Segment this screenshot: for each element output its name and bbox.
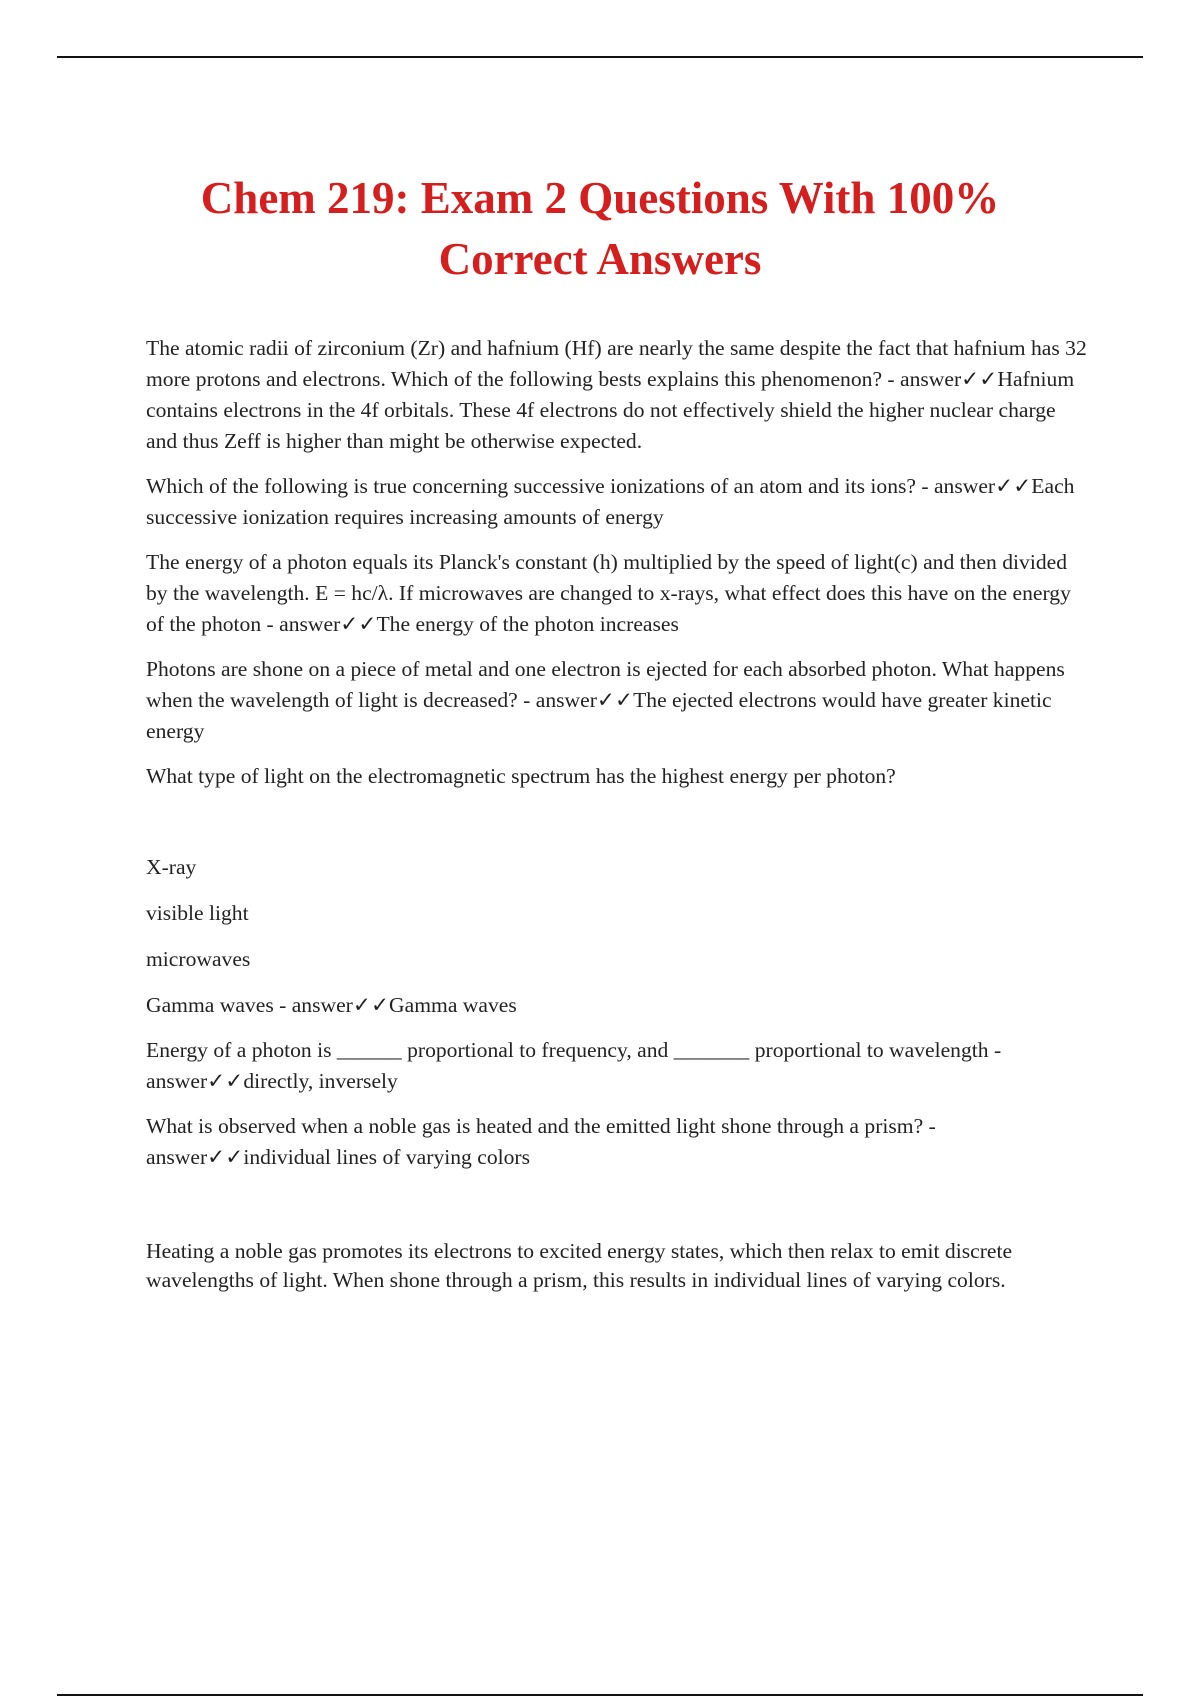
- title-line-1: Chem 219: Exam 2 Questions With 100%: [200, 173, 1000, 223]
- question-highest-energy-light: What type of light on the electromagnetic spectrum has the highest energy per photon?: [146, 764, 896, 788]
- choice-microwaves: microwaves: [146, 947, 251, 971]
- explanation-paragraph: Heating a noble gas promotes its electrons to excited energy states, which then relax to emit discrete wavelengths of light. When shone through a prism, this results in individual lines of varying colors.: [146, 1239, 1013, 1292]
- title-line-2: Correct Answers: [438, 234, 762, 284]
- question-photon-proportionality: Energy of a photon is ______ proportional to frequency, and _______ proportional to wavelength - answer✓✓directly, inversely: [146, 1038, 1002, 1093]
- question-photon-energy-xrays: The energy of a photon equals its Planck's constant (h) multiplied by the speed of light(c) and then divided by the wavelength. E = hc/λ. If microwaves are changed to x-rays, what effect does this have on the energy of the photon - answer✓✓The energy of the photon increases: [146, 550, 1071, 636]
- question-noble-gas-prism: What is observed when a noble gas is heated and the emitted light shone through a prism? - answer✓✓individual lines of varying colors: [146, 1114, 936, 1169]
- bottom-rule: [57, 1694, 1143, 1696]
- question-zirconium-hafnium: The atomic radii of zirconium (Zr) and hafnium (Hf) are nearly the same despite the fact that hafnium has 32 more protons and electrons. Which of the following bests explains this phenomenon? - answer✓✓Hafnium contains electrons in the 4f orbitals. These 4f electrons do not effectively shield the higher nuclear charge and thus Zeff is higher than might be otherwise expected.: [146, 336, 1087, 453]
- document-body: [146, 333, 1091, 1309]
- top-rule: [57, 56, 1143, 58]
- question-successive-ionizations: Which of the following is true concerning successive ionizations of an atom and its ions? - answer✓✓Each successive ionization requires increasing amounts of energy: [146, 474, 1075, 529]
- choice-gamma-waves-answer: Gamma waves - answer✓✓Gamma waves: [146, 993, 517, 1017]
- choice-xray: X-ray: [146, 855, 197, 879]
- page-title: [120, 168, 1080, 290]
- question-photoelectric-wavelength: Photons are shone on a piece of metal and one electron is ejected for each absorbed photon. What happens when the wavelength of light is decreased? - answer✓✓The ejected electrons would have greater kinetic energy: [146, 657, 1065, 743]
- choice-visible-light: visible light: [146, 901, 249, 925]
